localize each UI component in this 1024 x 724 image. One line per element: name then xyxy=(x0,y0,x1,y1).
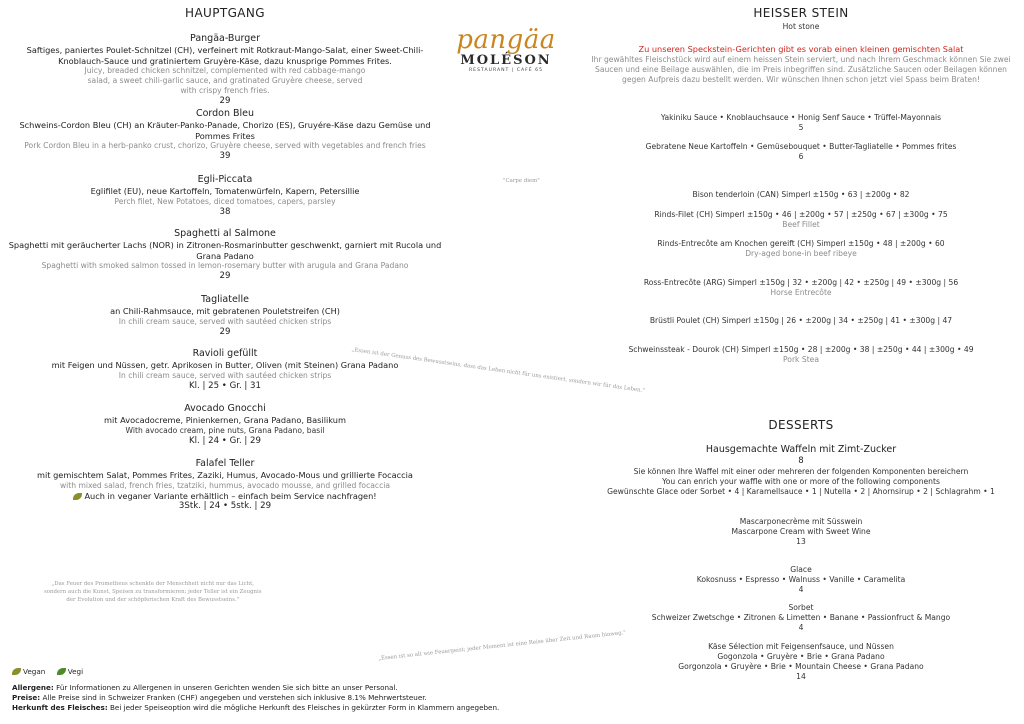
prices-note: Preise: Alle Preise sind in Schweizer Franken (CHF) angegeben und verstehen sich inklusive 8.1% Mehrwertsteuer. xyxy=(12,693,427,702)
dish-price: 29 xyxy=(219,326,231,337)
dish-name: Falafel Teller xyxy=(195,458,255,469)
dish-description-en: Spaghetti with smoked salmon tossed in lemon-rosemary butter with arugula and Grana Padano xyxy=(41,261,409,270)
footer-notes xyxy=(12,683,499,713)
dish-description-en: Pork Cordon Bleu in a herb-panko crust, chorizo, Gruyère cheese, served with vegetables and french fries xyxy=(24,141,426,150)
meat-row xyxy=(578,345,1024,365)
meat-row xyxy=(578,316,1024,326)
dessert-mascarpone xyxy=(578,517,1024,547)
hot-stone-title: HEISSER STEIN xyxy=(753,6,849,20)
restaurant-logo xyxy=(450,26,562,82)
dessert-sorbet xyxy=(578,603,1024,633)
meat-row xyxy=(578,239,1024,259)
meat-line: Brüstli Poulet (CH) Simperl ±150g | 26 • ±200g | 34 • ±250g | 41 • ±300g | 47 xyxy=(649,316,953,325)
meat-origin-note: Herkunft des Fleisches: Bei jeder Speiseoption wird die mögliche Herkunft des Fleisches in gekürzter Form in Klammern angegeben. xyxy=(12,703,500,712)
dish-name: Tagliatelle xyxy=(201,294,249,305)
menu-item xyxy=(0,108,450,162)
diet-legend xyxy=(12,667,83,677)
vegan-variant-note: Auch in veganer Variante erhältlich – einfach beim Service nachfragen! xyxy=(0,491,450,502)
cheese-price: 14 xyxy=(796,672,806,681)
dish-description-de: mit gemischtem Salat, Pommes Frites, Zaziki, Humus, Avocado-Mous und grillierte Focaccia xyxy=(37,470,413,480)
glace-price: 4 xyxy=(798,585,804,594)
vegan-label: Vegan xyxy=(23,667,46,676)
dish-price: 3Stk. | 24 • 5stk. | 29 xyxy=(178,501,272,511)
meat-line: Rinds-Filet (CH) Simperl ±150g • 46 | ±200g • 57 | ±250g • 67 | ±300g • 75 xyxy=(654,210,948,219)
dish-description-de: Saftiges, paniertes Poulet-Schnitzel (CH), verfeinert mit Rotkraut-Mango-Salat, einer Sweet-Chili-Knoblauch-Sauce und gratiniertem Gruyère-Käse, dazu knusprige Pommes Frites. xyxy=(26,45,424,66)
meat-line: Bison tenderloin (CAN) Simperl ±150g • 63 | ±200g • 82 xyxy=(692,190,910,199)
dish-description-de: mit Feigen und Nüssen, getr. Aprikosen in Butter, Oliven (mit Steinen) Grana Padano xyxy=(51,360,399,370)
dish-price: 29 xyxy=(219,96,231,106)
vegi-label: Vegi xyxy=(67,667,84,676)
meat-name-en: Beef Fillet xyxy=(782,220,820,229)
meat-line: Rinds-Entrecôte am Knochen gereift (CH) Simperl ±150g • 48 | ±200g • 60 xyxy=(657,239,945,248)
dish-name: Ravioli gefüllt xyxy=(192,348,258,359)
dessert-cheese xyxy=(578,642,1024,682)
quote-prometheus: „Das Feuer des Prometheus schenkte der Menschheit nicht nur das Licht, sondern auch die Kunst, Speisen zu transformieren; jeder Teller ist ein Zeugnis der Evolution und der schöpferischen Kraft des Bewusstseins." xyxy=(44,581,262,603)
logo-tagline: RESTAURANT | CAFÉ 65 xyxy=(468,68,544,73)
mascarpone-name-en: Mascarpone Cream with Sweet Wine xyxy=(731,527,871,536)
sides-list: Gebratene Neue Kartoffeln • Gemüsebouquet • Butter-Tagliatelle • Pommes frites xyxy=(645,142,957,151)
sorbet-name: Sorbet xyxy=(788,603,814,612)
dish-description-de: mit Avocadocreme, Pinienkernen, Grana Padano, Basilikum xyxy=(104,415,346,425)
quote-essen-genuss: „Essen ist der Genuss des Bewusstseins, dass das Leben nicht für uns existiert, sondern wir für das Leben." xyxy=(351,347,646,395)
dish-name: Cordon Bleu xyxy=(195,108,255,119)
dessert-waffle xyxy=(578,444,1024,497)
waffle-name: Hausgemachte Waffeln mit Zimt-Zucker xyxy=(705,444,897,455)
waffle-description-de: Sie können Ihre Waffel mit einer oder mehreren der folgenden Komponenten bereichern xyxy=(633,467,969,476)
vegi-leaf-icon xyxy=(57,668,66,675)
waffle-price: 8 xyxy=(798,456,804,466)
dish-description-en: In chili cream sauce, served with sautéed chicken strips xyxy=(118,316,332,326)
meat-row xyxy=(578,210,1024,230)
sorbet-price: 4 xyxy=(798,623,804,632)
dish-name: Pangäa-Burger xyxy=(190,33,260,44)
dish-description-de: Schweins-Cordon Bleu (CH) an Kräuter-Panko-Panade, Chorizo (ES), Gruyére-Käse dazu Gemüse und Pommes Frites xyxy=(19,120,431,141)
dish-description-en: Juicy, breaded chicken schnitzel, complemented with red cabbage-mango salad, a sweet chili-garlic sauce, and gratinated Gruyère cheese, served with crispy french fries. xyxy=(84,66,366,95)
sides-price: 6 xyxy=(798,152,804,161)
dessert-glace xyxy=(578,565,1024,595)
menu-item xyxy=(0,174,450,218)
dish-description-en: With avocado cream, pine nuts, Grana Padano, basil xyxy=(125,425,325,435)
meat-row xyxy=(578,278,1024,298)
dish-price: 38 xyxy=(219,206,231,217)
cheese-list-de: Gogonzola • Gruyère • Brie • Grana Padano xyxy=(717,652,885,661)
mascarpone-price: 13 xyxy=(796,537,806,546)
meat-name-en: Dry-aged bone-in beef ribeye xyxy=(745,249,857,258)
quote-carpe-diem: "Carpe diem" xyxy=(503,178,540,184)
logo-subtitle: MOLÉSON xyxy=(460,53,552,68)
meat-row xyxy=(578,190,1024,200)
dish-price: Kl. | 25 • Gr. | 31 xyxy=(188,380,261,391)
dish-description-en: with mixed salad, french fries, tzatziki, hummus, avocado mousse, and grilled focaccia xyxy=(59,480,391,490)
dish-description-en: Perch filet, New Potatoes, diced tomatoes, capers, parsley xyxy=(114,196,336,206)
dish-description-de: an Chili-Rahmsauce, mit gebratenen Pouletstreifen (CH) xyxy=(110,306,340,316)
meat-line: Schweinssteak - Dourok (CH) Simperl ±150g • 28 | ±200g • 38 | ±250g • 44 | ±300g • 49 xyxy=(628,345,974,354)
hot-stone-subtitle: Hot stone xyxy=(782,22,820,31)
menu-item xyxy=(0,294,450,338)
meat-name-en: Horse Entrecôte xyxy=(770,288,832,297)
allergene-note: Allergene: Für Informationen zu Allergenen in unseren Gerichten wenden Sie sich bitte an unser Personal. xyxy=(12,683,398,692)
dish-name: Spaghetti al Salmone xyxy=(174,228,276,239)
hot-stone-intro: Ihr gewähltes Fleischstück wird auf einem heissen Stein serviert, und nach Ihrem Geschmack können Sie zwei xyxy=(591,55,1011,64)
dish-price: 29 xyxy=(219,271,231,281)
quote-essen-feuer: „Essen ist so alt wie Feuergeist; jeder Moment ist eine Reise über Zeit und Raum hinweg." xyxy=(378,629,627,662)
glace-flavours: Kokosnuss • Espresso • Walnuss • Vanille • Caramelita xyxy=(696,575,906,584)
hot-stone-intro: Saucen und eine Beilage auswählen, die im Preis inbegriffen sind. Zusätzliche Saucen oder Beilagen können xyxy=(595,65,1007,74)
glace-name: Glace xyxy=(790,565,812,574)
mascarpone-name: Mascarponecrème mit Süsswein xyxy=(739,517,863,526)
hot-stone-salad-note: Zu unseren Speckstein-Gerichten gibt es vorab einen kleinen gemischten Salat xyxy=(638,44,964,54)
sauces-price: 5 xyxy=(798,123,804,132)
dish-description-de: Eglifilet (EU), neue Kartoffeln, Tomatenwürfeln, Kapern, Petersillie xyxy=(90,186,360,196)
main-course-title: HAUPTGANG xyxy=(185,6,265,20)
desserts-title: DESSERTS xyxy=(768,418,834,432)
waffle-description-en: You can enrich your waffle with one or more of the following components xyxy=(662,477,940,486)
dish-description-en: In chili cream sauce, served with sautéed chicken strips xyxy=(118,370,332,380)
dish-name: Egli-Piccata xyxy=(197,174,253,185)
menu-item xyxy=(0,33,450,107)
meat-name-en: Pork Stea xyxy=(782,355,819,364)
sauces-list: Yakiniku Sauce • Knoblauchsauce • Honig Senf Sauce • Trüffel-Mayonnais xyxy=(660,113,942,122)
vegan-leaf-icon xyxy=(73,493,82,500)
menu-item xyxy=(0,228,450,282)
menu-item xyxy=(0,403,450,447)
dish-price: Kl. | 24 • Gr. | 29 xyxy=(188,435,261,446)
menu-item xyxy=(0,458,450,512)
dish-price: 39 xyxy=(219,151,231,161)
logo-wordmark: pangäa xyxy=(456,25,556,55)
hot-stone-intro: gegen Aufpreis dazu bestellt werden. Wir wünschen Ihnen schon jetzt viel Spass beim Braten! xyxy=(622,75,980,84)
vegan-leaf-icon xyxy=(12,668,21,675)
meat-line: Ross-Entrecôte (ARG) Simperl ±150g | 32 • ±200g | 42 • ±250g | 49 • ±300g | 56 xyxy=(643,278,959,287)
dish-name: Avocado Gnocchi xyxy=(184,403,266,414)
cheese-list-en: Gorgonzola • Gruyère • Brie • Mountain Cheese • Grana Padano xyxy=(678,662,924,671)
dish-description-de: Spaghetti mit geräucherter Lachs (NOR) in Zitronen-Rosmarinbutter geschwenkt, garniert mit Rucola und Grana Padano xyxy=(8,240,442,261)
waffle-extras: Gewünschte Glace oder Sorbet • 4 | Karamellsauce • 1 | Nutella • 2 | Ahornsirup • 2 | Schlagrahm • 1 xyxy=(607,487,995,496)
sorbet-flavours: Schweizer Zwetschge • Zitronen & Limetten • Banane • Passionfruct & Mango xyxy=(651,613,951,622)
cheese-name: Käse Sélection mit Feigensenfsauce, und Nüssen xyxy=(708,642,894,651)
